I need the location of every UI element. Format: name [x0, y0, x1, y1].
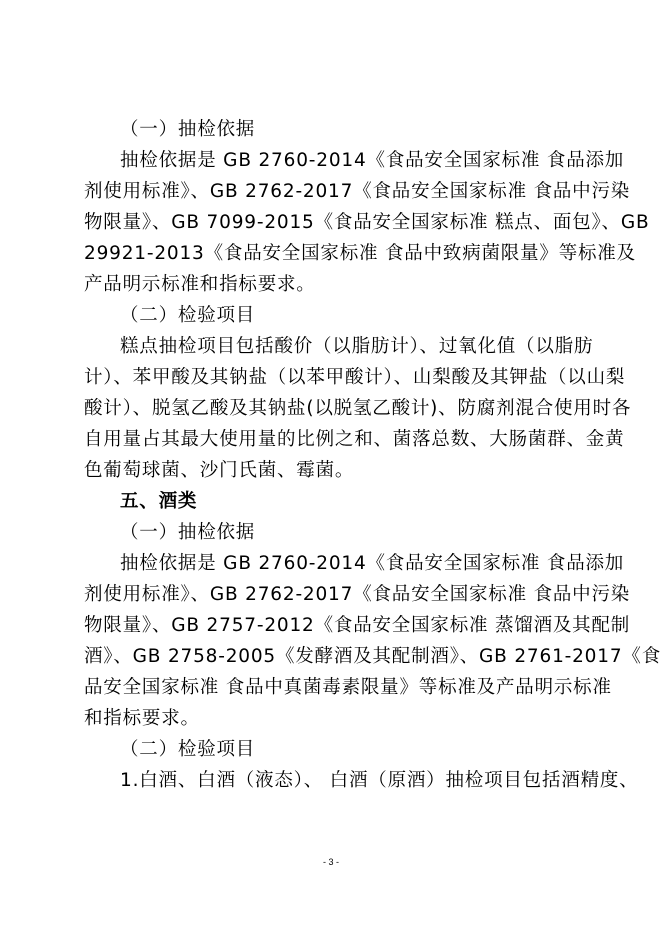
paragraph-line: 29921-2013《食品安全国家标准 食品中致病菌限量》等标准及 [84, 243, 636, 264]
section-heading: （一）抽检依据 [120, 119, 256, 140]
paragraph-line: 酸计）、脱氢乙酸及其钠盐(以脱氢乙酸计)、防腐剂混合使用时各 [84, 398, 632, 419]
section-heading: （一）抽检依据 [120, 522, 256, 543]
paragraph-line: 抽检依据是 GB 2760-2014《食品安全国家标准 食品添加 [120, 553, 625, 574]
paragraph-line: 自用量占其最大使用量的比例之和、菌落总数、大肠菌群、金黄 [84, 429, 625, 450]
paragraph-line: 和指标要求。 [84, 708, 200, 729]
chapter-heading: 五、酒类 [120, 491, 198, 512]
paragraph-line: 抽检依据是 GB 2760-2014《食品安全国家标准 食品添加 [120, 150, 625, 171]
paragraph-line: 计）、苯甲酸及其钠盐（以苯甲酸计）、山梨酸及其钾盐（以山梨 [84, 367, 626, 388]
paragraph-line: 糕点抽检项目包括酸价（以脂肪计）、过氧化值（以脂肪 [120, 336, 594, 357]
paragraph-line: 物限量》、GB 7099-2015《食品安全国家标准 糕点、面包》、GB [84, 212, 650, 233]
section-heading: （二）检验项目 [120, 305, 256, 326]
page-number: - 3 - [322, 857, 339, 867]
paragraph-line: 物限量》、GB 2757-2012《食品安全国家标准 蒸馏酒及其配制 [84, 615, 631, 636]
paragraph-line: 剂使用标准》、GB 2762-2017《食品安全国家标准 食品中污染 [84, 181, 631, 202]
paragraph-line: 剂使用标准》、GB 2762-2017《食品安全国家标准 食品中污染 [84, 584, 631, 605]
paragraph-line: 色葡萄球菌、沙门氏菌、霉菌。 [84, 460, 355, 481]
paragraph-line: 品安全国家标准 食品中真菌毒素限量》等标准及产品明示标准 [84, 677, 612, 698]
paragraph-line: 酒》、GB 2758-2005《发酵酒及其配制酒》、GB 2761-2017《食 [84, 646, 661, 667]
paragraph-line: 产品明示标准和指标要求。 [84, 274, 316, 295]
section-heading: （二）检验项目 [120, 739, 256, 760]
paragraph-line: 1.白酒、白酒（液态）、 白酒（原酒）抽检项目包括酒精度、 [120, 770, 639, 791]
